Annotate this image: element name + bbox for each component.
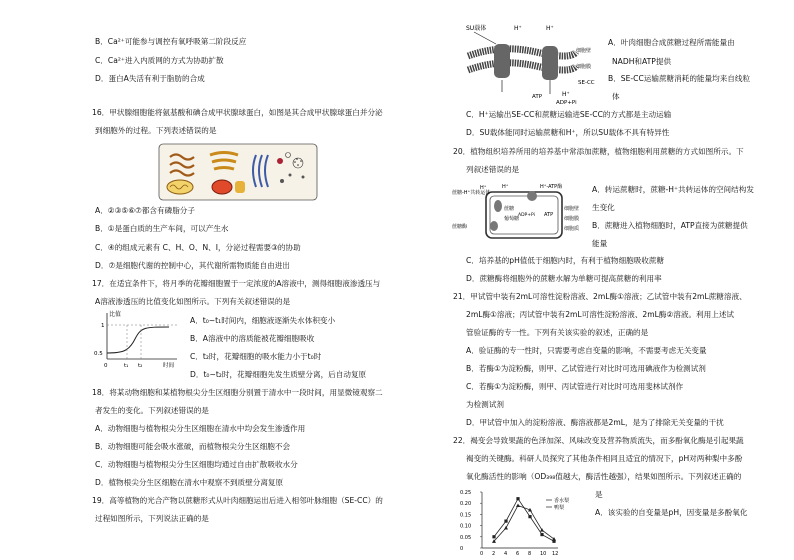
- q18-stem-line2: 者发生的变化。下列叙述错误的是: [95, 406, 209, 415]
- q19-option-b-line1: B．SE-CC运输蔗糖消耗的能量均来自线粒: [608, 74, 751, 83]
- q18-stem-line1: 18．将某动物细胞和某植物根尖分生区细胞分别置于清水中一段时间，用显微镜观察二: [92, 388, 383, 397]
- q17-tick-2: t₂: [138, 363, 143, 369]
- q16-option-d: D．⑦是细胞代谢的控制中心，其代谢所需物质能自由进出: [95, 261, 290, 270]
- series-point: [492, 535, 495, 538]
- y-tick-label: 0: [460, 546, 464, 552]
- q15-option-c: C．Ca²⁺进入内质网的方式为协助扩散: [95, 56, 224, 65]
- series-point: [504, 520, 507, 523]
- q20-label-zt2: 蔗糖: [504, 206, 515, 212]
- q21-stem-line3: 管验证酶的专一性。下列有关该实验的叙述，正确的是: [466, 328, 649, 337]
- monosaccharide-carrier: [490, 221, 498, 231]
- q20-option-a-line2: 生变化: [592, 203, 615, 212]
- q20-stem-line2: 列叙述错误的是: [466, 165, 520, 174]
- q20-label-cz: 细胞质: [564, 226, 580, 232]
- q16-option-c: C．④的组成元素有 C、H、O、N、I，分泌过程需要③的协助: [95, 243, 301, 252]
- q15-option-d: D．蛋白A失活有利于脂肪的合成: [95, 74, 205, 83]
- mitochondrion: [167, 180, 193, 194]
- q20-label-atpase: H⁺-ATP酶: [540, 184, 563, 190]
- q21-option-c-line2: 为检测试剂: [466, 400, 504, 409]
- q20-label-cw: 细胞壁: [564, 206, 580, 212]
- q20-label-adp: ADP+Pi: [518, 213, 535, 218]
- q17-tick-1: t₁: [124, 363, 129, 369]
- q16-cell-figure: [158, 143, 318, 201]
- q17-xlabel: 时间: [163, 363, 175, 369]
- q17-y1: 1: [101, 323, 105, 329]
- q22-stem-line4: 是: [595, 490, 603, 499]
- q21-option-c-line1: C．若酶①为淀粉酶，则甲、丙试管进行对比时可选用斐林试剂作: [466, 382, 684, 391]
- q18-option-b: B．动物细胞可能会吸水涨破，而植物根尖分生区细胞不会: [95, 442, 291, 451]
- series-point: [504, 526, 508, 530]
- q17-tick-0: 0: [104, 363, 108, 369]
- q19-adp: ADP+Pi: [556, 100, 577, 106]
- x-tick-label: 10: [540, 551, 547, 557]
- x-tick-label: 2: [492, 551, 496, 557]
- q21-option-a: A．验证酶的专一性时，只需要考虑自变量的影响，不需要考虑无关变量: [466, 346, 707, 355]
- q19-option-a-line1: A．叶肉细胞合成蔗糖过程所需能量由: [608, 38, 735, 47]
- q22-od-chart: [458, 486, 588, 558]
- q22-stem-line3: 氧化酶活性的影响（OD₃₉₈值越大，酶活性越强），结果如图所示。下列叙述正确的: [466, 472, 742, 481]
- q16-option-b: B．①是蛋白质的生产车间，可以产生水: [95, 224, 229, 233]
- q20-label-h2: H⁺: [480, 185, 487, 191]
- q22-option-a: A．该实验的自变量是pH，因变量是多酚氧化: [595, 508, 748, 517]
- y-tick-label: 0.10: [460, 523, 472, 530]
- q19-cellmembrane: 细胞膜: [576, 64, 592, 70]
- proton-pump: [527, 191, 537, 201]
- q19-option-a-line2: NADH和ATP提供: [612, 57, 672, 66]
- q17-stem-line2: A溶液渗透压的比值变化如图所示。下列有关叙述错误的是: [95, 297, 291, 306]
- q16-option-a: A．②③⑤⑥⑦都含有磷脂分子: [95, 206, 195, 215]
- q19-h-1: H⁺: [514, 25, 522, 32]
- cotransporter: [494, 200, 502, 212]
- q17-y2: 0.5: [94, 351, 103, 357]
- q19-su-label: SU载体: [466, 25, 487, 32]
- su-carrier: [494, 44, 510, 78]
- q17-stem-line1: 17．在适宜条件下，将月季的花瓣细胞置于一定浓度的A溶液中，测得细胞液渗透压与: [92, 279, 381, 288]
- x-tick-label: 4: [504, 551, 508, 557]
- series-point: [516, 503, 520, 507]
- q18-option-d: D．植物根尖分生区细胞在清水中观察不到质壁分离复原: [95, 478, 284, 487]
- y-tick-label: 0.05: [460, 534, 472, 541]
- q16-stem-line2: 到细胞外的过程。下列表述错误的是: [95, 126, 217, 135]
- q20-label-h1: H⁺: [502, 184, 509, 190]
- series-line-0: [494, 499, 554, 542]
- q19-cellwall: 细胞壁: [576, 48, 592, 54]
- q19-membrane-figure: [466, 22, 606, 106]
- q19-option-c: C．H⁺运输出SE-CC和蔗糖运输进SE-CC的方式都是主动运输: [466, 110, 672, 119]
- legend-label: 鸭梨: [554, 505, 565, 511]
- q19-stem-line1: 19．高等植物的光合产物以蔗糖形式从叶肉细胞运出后进入相邻叶脉细胞（SE-CC）的: [92, 496, 383, 505]
- q19-atp: ATP: [532, 94, 543, 100]
- q16-stem-line1: 16．甲状腺细胞能将氨基酸和碘合成甲状腺球蛋白，如图是其合成甲状腺球蛋白并分泌: [92, 108, 383, 117]
- q17-ratio-chart: [93, 309, 183, 371]
- x-tick-label: 6: [516, 551, 520, 557]
- series-point: [540, 528, 544, 532]
- q20-sucrose-figure: [452, 180, 592, 242]
- series-point: [516, 497, 519, 500]
- q22-stem-line1: 22．褐变会导致果蔬的色泽加深、风味改变及营养物质流失，而多酚氧化酶是引起果蔬: [453, 436, 744, 445]
- q19-h-2: H⁺: [546, 25, 554, 32]
- q19-stem-line2: 过程如图所示，下列说法正确的是: [95, 514, 209, 523]
- q15-option-b: B．Ca²⁺可能参与调控有氧呼吸第二阶段反应: [95, 37, 247, 46]
- q17-option-b: B．A溶液中的溶质能被花瓣细胞吸收: [190, 334, 315, 343]
- x-tick-label: 8: [528, 551, 532, 557]
- q17-option-d: D．t₀~t₂时，花瓣细胞先发生质壁分离，后自动复原: [190, 370, 367, 379]
- q21-stem-line1: 21．甲试管中装有2mL可溶性淀粉溶液、2mL酶①溶液；乙试管中装有2mL蔗糖溶液、: [453, 292, 747, 301]
- q19-option-d: D．SU载体能同时运输蔗糖和H⁺，所以SU载体不具有特异性: [466, 128, 670, 137]
- q20-label-zt: 蔗糖-H⁺共转运体: [452, 190, 491, 196]
- q20-label-jg: 葡萄糖: [504, 216, 520, 222]
- x-tick-label: 12: [552, 551, 559, 557]
- vesicle: [212, 180, 232, 194]
- q20-stem-line1: 20．植物组织培养所用的培养基中常添加蔗糖，植物细胞利用蔗糖的方式如图所示。下: [453, 147, 744, 156]
- y-tick-label: 0.25: [460, 490, 472, 496]
- legend-label: 香水梨: [554, 498, 570, 504]
- q20-option-d: D．蔗糖酶将细胞外的蔗糖水解为单糖可提高蔗糖的利用率: [466, 274, 662, 283]
- y-tick-label: 0.20: [460, 501, 472, 508]
- q17-ylabel: 比值: [109, 311, 122, 318]
- q18-option-c: C．动物细胞与植物根尖分生区细胞均通过自由扩散吸收水分: [95, 460, 298, 469]
- q21-option-d: D．甲试管中加入的淀粉溶液、酶溶液都是2mL，是为了排除无关变量的干扰: [466, 418, 724, 427]
- q18-option-a: A．动物细胞与植物根尖分生区细胞在清水中均会发生渗透作用: [95, 424, 306, 433]
- q21-option-b: B．若酶①为淀粉酶，则甲、乙试管进行对比时可选用碘液作为检测试剂: [466, 364, 706, 373]
- series-point: [528, 515, 531, 518]
- q22-stem-line2: 褐变的关键酶。科研人员探究了其他条件相同且适宜的情况下，pH对两种梨中多酚: [466, 454, 743, 463]
- q20-option-b-line1: B．蔗糖进入植物细胞时，ATP直接为蔗糖提供: [592, 221, 748, 230]
- q20-option-a-line1: A．转运蔗糖时，蔗糖-H⁺共转运体的空间结构发: [592, 185, 754, 194]
- y-tick-label: 0.15: [460, 512, 472, 519]
- q20-label-cm: 细胞膜: [564, 216, 580, 222]
- q21-stem-line2: 2mL酶①溶液；丙试管中装有2mL可溶性淀粉溶液、2mL酶②溶液。利用上述试: [466, 310, 735, 319]
- q19-option-b-line2: 体: [612, 92, 620, 101]
- atpase-protein: [542, 46, 558, 80]
- series-point: [540, 533, 543, 536]
- q19-sec-label: SE-CC: [578, 80, 595, 86]
- q20-label-atp: ATP: [544, 212, 554, 218]
- q20-option-b-line2: 能量: [592, 239, 608, 248]
- x-tick-label: 0: [480, 551, 484, 557]
- q17-option-a: A．t₀~t₁时间内，细胞液逐渐失水体积变小: [190, 316, 336, 325]
- q19-h-3: H⁺: [562, 91, 570, 98]
- q17-option-c: C．t₂时，花瓣细胞的吸水能力小于t₀时: [190, 352, 322, 361]
- q20-option-c: C．培养基的pH值低于细胞内时，有利于植物细胞吸收蔗糖: [466, 256, 665, 265]
- q20-label-zt3: 蔗糖酶: [452, 224, 468, 230]
